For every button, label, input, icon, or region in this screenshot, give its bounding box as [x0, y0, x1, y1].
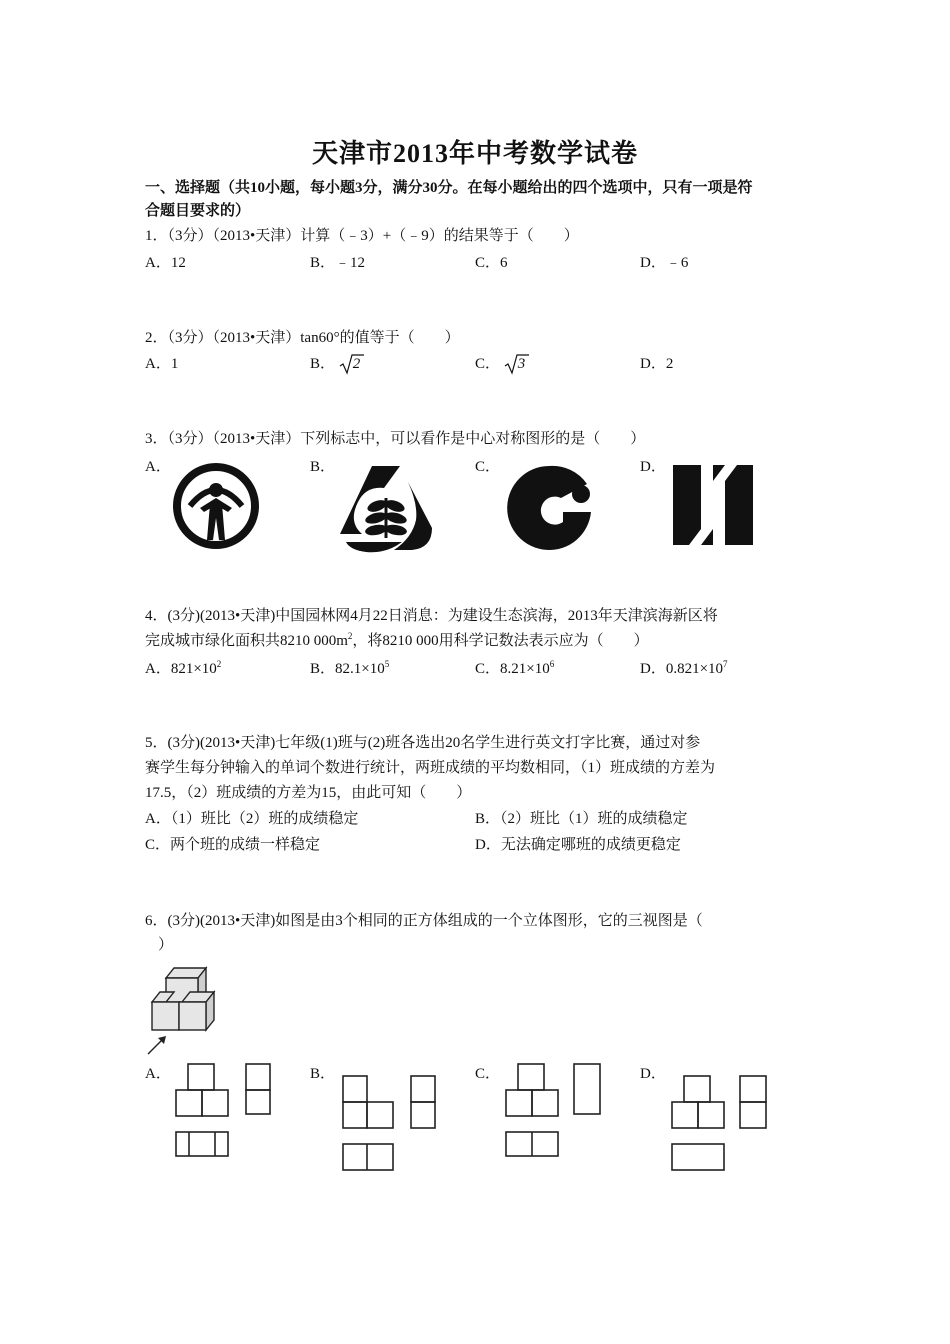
q6-option-d-views [664, 1070, 774, 1176]
q5-option-c: C．两个班的成绩一样稳定 [145, 837, 321, 853]
q1-option-b: B．﹣12 [310, 255, 366, 271]
sqrt-3-expression [504, 354, 530, 374]
question-5-stem-line2: 赛学生每分钟输入的单词个数进行统计，两班成绩的平均数相同，（1）班成绩的方差为 [145, 760, 716, 776]
q4-option-a: A．$821\times 10^2$ [145, 659, 222, 677]
logo-d-icon [671, 463, 755, 547]
q5-option-b: B．（2）班比（1）班的成绩稳定 [475, 811, 688, 827]
q6-option-b-views [335, 1070, 445, 1176]
q6-option-d-label: D． [640, 1066, 666, 1082]
q5-option-d: D．无法确定哪班的成绩更稳定 [475, 837, 681, 853]
q3-option-a-label: A． [145, 459, 171, 475]
question-5-stem-line3: 17.5，（2）班成绩的方差为15，由此可知（ ） [145, 785, 472, 801]
q4-option-d: D．$0.821\times 10^7$ [640, 659, 728, 677]
q5-option-a: A．（1）班比（2）班的成绩稳定 [145, 811, 359, 827]
q1-option-c: C．6 [475, 255, 508, 271]
q3-option-d-label: D． [640, 459, 666, 475]
radical-sign-icon [339, 353, 365, 375]
q3-option-c-label: C． [475, 459, 501, 475]
q2-option-a: A．1 [145, 356, 179, 372]
q6-option-c-views [500, 1060, 610, 1160]
q6-option-b-label: B． [310, 1066, 336, 1082]
q1-option-d: D．﹣6 [640, 255, 689, 271]
q2-option-d: D．2 [640, 356, 674, 372]
page-title: 天津市2013年中考数学试卷 [311, 139, 638, 168]
q3-option-b-label: B． [310, 459, 336, 475]
logo-c-icon [503, 462, 599, 554]
q2-option-b [310, 354, 365, 374]
q2-option-c [475, 354, 530, 374]
question-4-stem-line1: 4．(3分)(2013•天津)中国园林网4月22日消息：为建设生态滨海，2013年天津滨海新区将 [145, 608, 718, 624]
question-1-stem: 1．（3分）（2013•天津）计算（﹣3）+（﹣9）的结果等于（ ） [145, 228, 579, 244]
q4-option-c: C．$8.21\times 10^6$ [475, 659, 555, 677]
logo-a-icon [172, 460, 260, 552]
q4-option-b: B．$82.1\times 10^5$ [310, 659, 390, 677]
q1-option-a: A．12 [145, 255, 186, 271]
q6-option-a-label: A． [145, 1066, 171, 1082]
question-4-stem-line2: 完成城市绿化面积共8210 $000m^2$，将8210 000用科学记数法表示应为（ ） [145, 631, 649, 649]
question-5-stem-line1: 5．(3分)(2013•天津)七年级(1)班与(2)班各选出20名学生进行英文打字比赛，通过对参 [145, 735, 701, 751]
q6-option-a-views [170, 1060, 280, 1160]
section-heading-line2: 合题目要求的） [145, 203, 251, 219]
sqrt-2-expression [339, 354, 365, 374]
radicand-3: 3 [517, 356, 526, 372]
question-3-stem: 3．（3分）（2013•天津）下列标志中，可以看作是中心对称图形的是（ ） [145, 431, 646, 447]
question-2-stem: 2．（3分）（2013•天津）tan60°的值等于（ ） [145, 330, 460, 346]
radicand-2: 2 [352, 356, 361, 372]
question-6-stem-line1: 6．(3分)(2013•天津)如图是由3个相同的正方体组成的一个立体图形，它的三视图是（ [145, 913, 703, 929]
q2-option-b-label: B． [310, 356, 336, 372]
logo-b-icon [336, 462, 436, 554]
q6-option-c-label: C． [475, 1066, 501, 1082]
question-6-stem-line2: ） [158, 937, 174, 953]
cube-stack-figure [144, 964, 224, 1058]
q2-option-c-label: C． [475, 356, 501, 372]
section-heading-line1: 一、选择题（共10小题，每小题3分，满分30分。在每小题给出的四个选项中，只有一项是符 [145, 180, 753, 196]
radical-sign-icon [504, 353, 530, 375]
